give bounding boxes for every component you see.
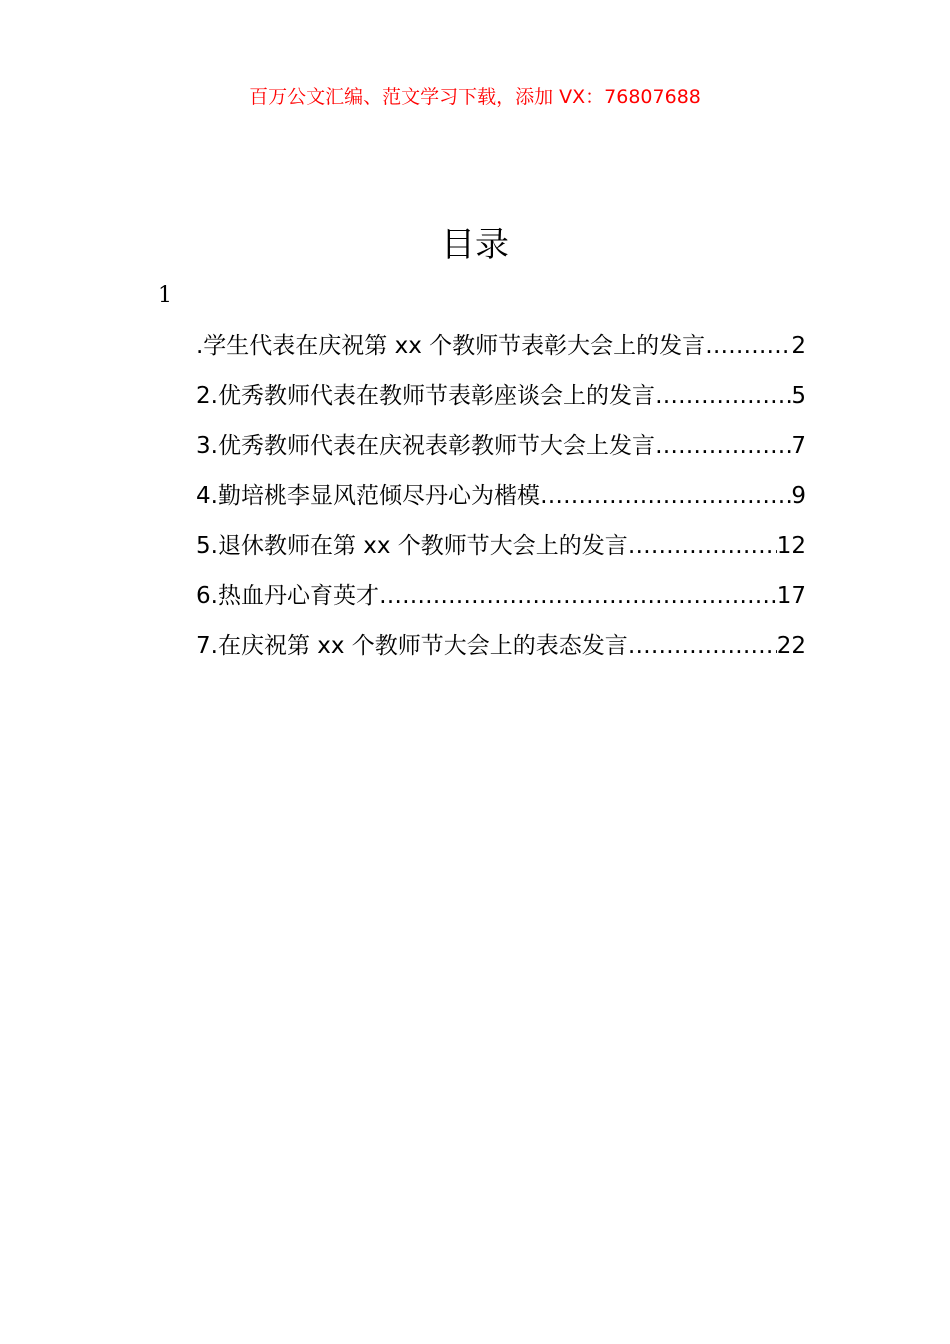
toc-entry-page: 17 [776,583,806,609]
toc-entry-page: 2 [791,333,806,359]
toc-entry-title: 4.勤培桃李显风范倾尽丹心为楷模 [196,483,540,509]
toc-leader-dots [379,578,777,614]
toc-leader-dots [705,328,791,364]
header-banner: 百万公文汇编、范文学习下载，添加 VX：76807688 [249,86,701,108]
toc-title: 目录 [441,225,509,265]
toc-entry-page: 5 [791,383,806,409]
toc-entry-page: 7 [791,433,806,459]
toc-entry-title: 7.在庆祝第 xx 个教师节大会上的表态发言 [196,633,628,659]
toc-entry[interactable] [196,428,806,478]
toc-leader-dots [655,378,791,414]
toc-leader-dots [628,528,777,564]
toc-entry-page: 9 [791,483,806,509]
toc-entry[interactable] [196,378,806,428]
page-number-marker: 1 [158,283,172,308]
toc-entry[interactable] [196,328,806,378]
toc-entry-title: .学生代表在庆祝第 xx 个教师节表彰大会上的发言 [196,333,706,359]
toc-entry-page: 12 [776,533,806,559]
toc-entry-title: 6.热血丹心育英才 [196,583,379,609]
toc-leader-dots [540,478,791,514]
toc-entry-title: 3.优秀教师代表在庆祝表彰教师节大会上发言 [196,433,655,459]
toc-entry[interactable] [196,628,806,678]
toc-leader-dots [655,428,791,464]
toc-entry[interactable] [196,478,806,528]
toc-entry-title: 2.优秀教师代表在教师节表彰座谈会上的发言 [196,383,655,409]
toc-entry-page: 22 [776,633,806,659]
toc-entry[interactable] [196,528,806,578]
toc-entry[interactable] [196,578,806,628]
toc-list [196,328,806,678]
toc-entry-title: 5.退休教师在第 xx 个教师节大会上的发言 [196,533,628,559]
toc-leader-dots [628,628,777,664]
